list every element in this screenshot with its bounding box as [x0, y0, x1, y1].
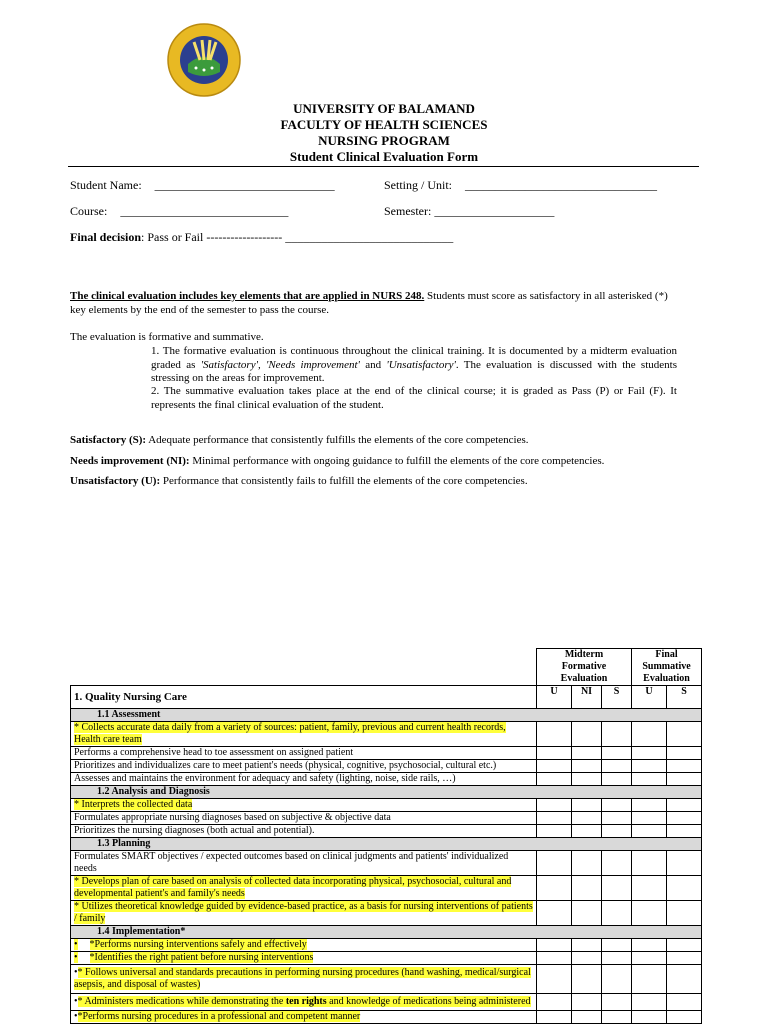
criterion-text — [71, 1011, 537, 1024]
grade-cell[interactable] — [602, 901, 632, 926]
grade-cell[interactable] — [667, 812, 702, 825]
grade-cell[interactable] — [602, 760, 632, 773]
bullet: • — [74, 996, 78, 1007]
evaluation-intro: The evaluation is formative and summative. — [70, 331, 264, 343]
criterion-text — [71, 876, 537, 901]
final-header: Final Summative Evaluation — [632, 649, 702, 686]
grade-cell[interactable] — [537, 722, 572, 747]
criterion-p2: * Develops plan of care based on analysis of collected data incorporating physical, psychosocial, cultural and developmental patient's and family's needs — [74, 876, 512, 899]
course-label: Course: — [70, 204, 108, 218]
table-row — [71, 994, 702, 1011]
criterion-d3: Prioritizes the nursing diagnoses (both actual and potential). — [71, 825, 537, 838]
needs-improvement-text: Minimal performance with ongoing guidance to fulfill the elements of the core competencies. — [189, 455, 605, 467]
university-seal-logo — [166, 20, 242, 100]
subsection-implementation: 1.4 Implementation* — [71, 926, 702, 939]
grade-cell[interactable] — [572, 747, 602, 760]
grade-cell[interactable] — [572, 825, 602, 838]
subsection-planning: 1.3 Planning — [71, 838, 702, 851]
criterion-a1: Collects accurate data daily from a variety of sources: patient, family, previous and current health records, Health care team — [74, 722, 506, 745]
grade-cell[interactable] — [632, 965, 667, 994]
grade-cell[interactable] — [667, 773, 702, 786]
grade-cell[interactable] — [602, 812, 632, 825]
criterion-i4: * Administers medications while demonstrating the — [77, 996, 286, 1007]
subsection-row — [71, 786, 702, 799]
grade-cell[interactable] — [667, 901, 702, 926]
final-decision-label: Final decision — [70, 230, 142, 244]
criterion-text — [71, 994, 537, 1011]
criterion-text — [71, 901, 537, 926]
grade-cell[interactable] — [572, 901, 602, 926]
criterion-d1: Interprets the collected data — [79, 799, 193, 810]
header-divider — [68, 166, 699, 167]
grade-cell[interactable] — [537, 825, 572, 838]
satisfactory-label: Satisfactory (S): — [70, 434, 147, 446]
table-row — [71, 825, 702, 838]
table-header-row — [71, 649, 702, 686]
student-name-field[interactable] — [70, 178, 335, 193]
criterion-text — [71, 799, 537, 812]
section-header-row — [71, 686, 702, 709]
grade-cell[interactable] — [537, 773, 572, 786]
table-row — [71, 773, 702, 786]
intro-paragraph — [70, 290, 670, 317]
grade-cell[interactable] — [602, 825, 632, 838]
grade-cell[interactable] — [602, 773, 632, 786]
grade-cell[interactable] — [632, 825, 667, 838]
grade-cell[interactable] — [602, 952, 632, 965]
definition-unsatisfactory — [70, 475, 528, 489]
grade-cell[interactable] — [537, 760, 572, 773]
grade-cell[interactable] — [667, 876, 702, 901]
grade-cell[interactable] — [572, 939, 602, 952]
grade-cell[interactable] — [572, 722, 602, 747]
setting-unit-field[interactable] — [384, 178, 657, 193]
subsection-row — [71, 709, 702, 722]
grade-cell[interactable] — [572, 799, 602, 812]
formative-text: 1. The formative evaluation is continuous throughout the clinical training. It is documented by a midterm evaluation graded as — [151, 345, 677, 371]
bullet: • — [74, 952, 78, 963]
grade-cell[interactable] — [602, 799, 632, 812]
grade-cell[interactable] — [572, 812, 602, 825]
intro-lead: The clinical evaluation includes key elements that are applied in NURS 248. — [70, 290, 425, 302]
criterion-i5: *Performs nursing procedures in a professional and competent manner — [77, 1011, 361, 1022]
required-star: * — [74, 799, 79, 810]
criterion-p1: Formulates SMART objectives / expected outcomes based on clinical judgments and patients' individualized needs — [71, 851, 537, 876]
criterion-i2: *Identifies the right patient before nursing interventions — [89, 952, 314, 963]
grade-cell[interactable] — [537, 851, 572, 876]
final-decision-value: : Pass or Fail ------------------- ____________________________ — [141, 230, 454, 244]
grade-cell[interactable] — [667, 939, 702, 952]
grade-cell[interactable] — [667, 994, 702, 1011]
grade-cell[interactable] — [537, 747, 572, 760]
grade-cell[interactable] — [537, 799, 572, 812]
criterion-a3: Prioritizes and individualizes care to meet patient's needs (physical, cognitive, psychosocial, cultural etc.) — [71, 760, 537, 773]
satisfactory-text: Adequate performance that consistently fulfills the elements of the core competencies. — [146, 434, 529, 446]
col-midterm-u: U — [537, 686, 572, 709]
grade-cell[interactable] — [572, 773, 602, 786]
grade-cell[interactable] — [602, 994, 632, 1011]
grade-cell[interactable] — [632, 1011, 667, 1024]
criterion-i3: * Follows universal and standards precautions in performing nursing procedures (hand washing, medical/surgical asepsis, and disposal of wastes) — [74, 967, 531, 990]
grade-cell[interactable] — [667, 1011, 702, 1024]
grade-cell[interactable] — [632, 812, 667, 825]
grade-cell[interactable] — [572, 851, 602, 876]
grade-cell[interactable] — [537, 1011, 572, 1024]
grade-cell[interactable] — [632, 760, 667, 773]
grade-cell[interactable] — [537, 812, 572, 825]
grade-cell[interactable] — [537, 952, 572, 965]
table-row — [71, 1011, 702, 1024]
definition-satisfactory — [70, 434, 529, 448]
criterion-a4: Assesses and maintains the environment for adequacy and safety (lighting, noise, side rails, …) — [71, 773, 537, 786]
table-row — [71, 747, 702, 760]
grade-cell[interactable] — [602, 747, 632, 760]
grade-cell[interactable] — [632, 901, 667, 926]
faculty-name: FACULTY OF HEALTH SCIENCES — [280, 117, 488, 132]
table-row — [71, 799, 702, 812]
grade-cell[interactable] — [537, 965, 572, 994]
grade-cell[interactable] — [667, 952, 702, 965]
course-field[interactable] — [70, 204, 288, 219]
unsatisfactory-text: Performance that consistently fails to fulfill the elements of the core competencies. — [160, 475, 528, 487]
table-row — [71, 901, 702, 926]
table-row — [71, 722, 702, 747]
grade-cell[interactable] — [667, 722, 702, 747]
grade-cell[interactable] — [572, 876, 602, 901]
criterion-d2: Formulates appropriate nursing diagnoses based on subjective & objective data — [71, 812, 537, 825]
grade-cell[interactable] — [537, 876, 572, 901]
grade-cell[interactable] — [572, 952, 602, 965]
grade-cell[interactable] — [667, 851, 702, 876]
intro-rest: Students must score as satisfactory in all asterisked (*) key elements by the end of the semester to pass the course. — [70, 290, 668, 316]
formative-grades: 'Satisfactory', 'Needs improvement' — [200, 358, 360, 371]
grade-cell[interactable] — [537, 994, 572, 1011]
grade-cell[interactable] — [667, 965, 702, 994]
col-midterm-s: S — [602, 686, 632, 709]
criterion-p3: * Utilizes theoretical knowledge guided by evidence-based practice, as a basis for nursing interventions of patients / family — [74, 901, 533, 924]
grade-cell[interactable] — [667, 747, 702, 760]
criterion-i4-end: and knowledge of medications being administered — [326, 996, 531, 1007]
subsection-analysis: 1.2 Analysis and Diagnosis — [71, 786, 702, 799]
criterion-i4-bold: ten rights — [285, 996, 327, 1007]
grade-cell[interactable] — [632, 939, 667, 952]
final-decision-field[interactable] — [70, 230, 453, 245]
formative-grade-u: 'Unsatisfactory' — [386, 358, 456, 371]
needs-improvement-label: Needs improvement (NI): — [70, 455, 190, 467]
col-final-s: S — [667, 686, 702, 709]
grade-cell[interactable] — [572, 994, 602, 1011]
grade-cell[interactable] — [537, 901, 572, 926]
grade-cell[interactable] — [632, 799, 667, 812]
subsection-row — [71, 926, 702, 939]
subsection-assessment: 1.1 Assessment — [71, 709, 702, 722]
grade-cell[interactable] — [572, 965, 602, 994]
midterm-header: Midterm Formative Evaluation — [537, 649, 632, 686]
grade-cell[interactable] — [667, 799, 702, 812]
table-row — [71, 939, 702, 952]
criterion-i1: *Performs nursing interventions safely and effectively — [89, 939, 307, 950]
grade-cell[interactable] — [572, 760, 602, 773]
criterion-a2: Performs a comprehensive head to toe assessment on assigned patient — [71, 747, 537, 760]
grade-cell[interactable] — [602, 876, 632, 901]
table-row — [71, 876, 702, 901]
grade-cell[interactable] — [667, 825, 702, 838]
table-row — [71, 851, 702, 876]
criterion-text — [71, 965, 537, 994]
semester-field[interactable]: Semester: ____________________ — [384, 204, 555, 218]
bullet: • — [74, 939, 78, 950]
grade-cell[interactable] — [602, 965, 632, 994]
program-name: NURSING PROGRAM — [318, 133, 450, 148]
grade-cell[interactable] — [537, 939, 572, 952]
grade-cell[interactable] — [632, 773, 667, 786]
criterion-text — [71, 722, 537, 747]
student-name-line: ______________________________ — [154, 178, 335, 192]
table-row — [71, 812, 702, 825]
unsatisfactory-label: Unsatisfactory (U): — [70, 475, 161, 487]
grade-cell[interactable] — [632, 851, 667, 876]
course-line: ____________________________ — [120, 204, 289, 218]
grade-cell[interactable] — [632, 722, 667, 747]
definition-needs-improvement — [70, 455, 604, 469]
table-row — [71, 965, 702, 994]
section-title: 1. Quality Nursing Care — [71, 686, 537, 709]
grade-cell[interactable] — [602, 939, 632, 952]
criterion-text — [71, 952, 537, 965]
formative-item — [151, 345, 677, 386]
criterion-text — [71, 939, 537, 952]
grade-cell[interactable] — [602, 851, 632, 876]
grade-cell[interactable] — [602, 722, 632, 747]
formative-and: and — [359, 358, 387, 371]
grade-cell[interactable] — [602, 1011, 632, 1024]
setting-unit-line: ________________________________ — [465, 178, 658, 192]
evaluation-table — [70, 648, 702, 1024]
col-final-u: U — [632, 686, 667, 709]
required-star: * — [74, 722, 79, 733]
summative-item: 2. The summative evaluation takes place at the end of the clinical course; it is graded as Pass (P) or Fail (F). It represents the final clinical evaluation of the student. — [151, 385, 677, 411]
student-name-label: Student Name: — [70, 178, 142, 192]
grade-cell[interactable] — [572, 1011, 602, 1024]
university-name: UNIVERSITY OF BALAMAND — [293, 101, 475, 116]
setting-unit-label: Setting / Unit: — [384, 178, 453, 192]
grade-cell[interactable] — [632, 747, 667, 760]
col-midterm-ni: NI — [572, 686, 602, 709]
table-row — [71, 952, 702, 965]
grade-cell[interactable] — [632, 994, 667, 1011]
grade-cell[interactable] — [667, 760, 702, 773]
grade-cell[interactable] — [632, 952, 667, 965]
subsection-row — [71, 838, 702, 851]
table-row — [71, 760, 702, 773]
grade-cell[interactable] — [632, 876, 667, 901]
bullet: • — [74, 1011, 78, 1022]
formative-text-end: . The evaluation is discussed with the students stressing on the areas for improvement. — [151, 358, 677, 384]
form-title: Student Clinical Evaluation Form — [289, 149, 479, 164]
bullet: • — [74, 967, 78, 978]
